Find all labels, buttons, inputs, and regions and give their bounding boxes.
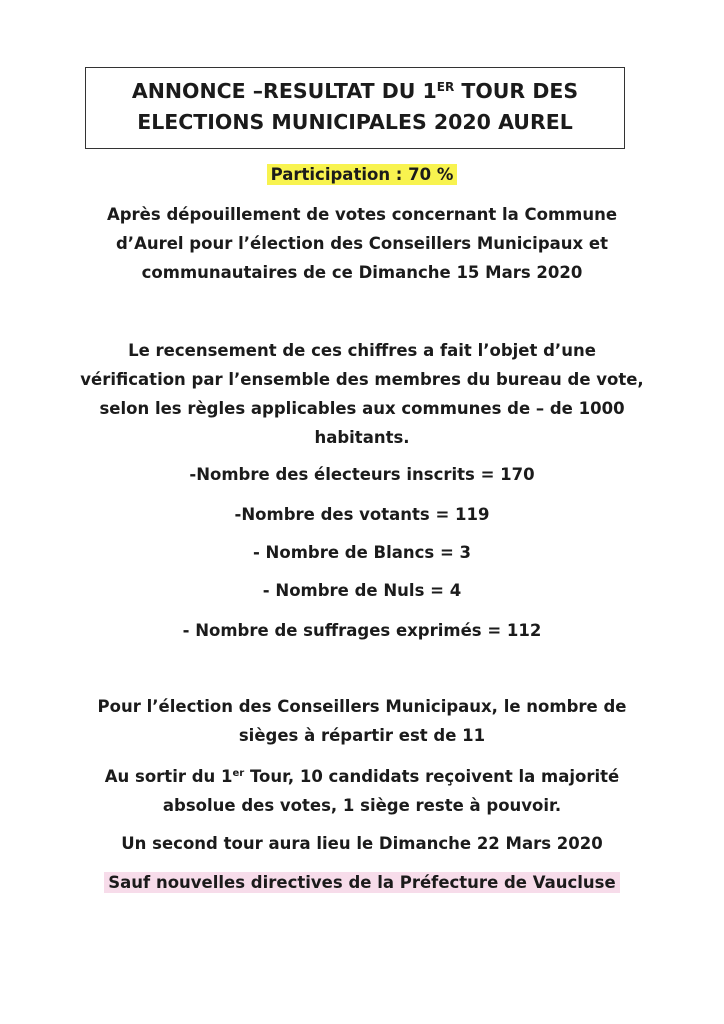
announcement-title-box [85,67,625,149]
title-line-1-text: ANNONCE –RESULTAT DU 1 [131,79,437,103]
participation-rate: Participation : 70 % [267,164,458,185]
result-line-1-text: Au sortir du 1 [104,767,233,786]
title-line-2: ELECTIONS MUNICIPALES 2020 AUREL [137,110,573,134]
result-line-1 [0,762,724,791]
seats-line: Pour l’élection des Conseillers Municipaux, le nombre de [97,697,627,716]
result-paragraph [0,762,724,820]
title-line-1 [86,76,624,107]
intro-line: Après dépouillement de votes concernant la Commune [106,205,618,224]
participation-block [0,160,724,189]
directive-block [0,868,724,897]
stat-null-votes: - Nombre de Nuls = 4 [262,581,462,600]
second-round-notice: Un second tour aura lieu le Dimanche 22 Mars 2020 [121,834,603,853]
seats-line: sièges à répartir est de 11 [238,726,486,745]
stat-registered-voters: -Nombre des électeurs inscrits = 170 [189,465,535,484]
result-superscript: er [232,768,245,779]
prefecture-directive: Sauf nouvelles directives de la Préfecture de Vaucluse [104,872,619,893]
title-superscript: ER [436,80,455,94]
stat-expressed-votes: - Nombre de suffrages exprimés = 112 [182,621,542,640]
stat-blank-votes: - Nombre de Blancs = 3 [252,543,472,562]
verification-line: Le recensement de ces chiffres a fait l’objet d’une [128,341,596,360]
intro-paragraph [0,200,724,287]
result-line-1-end: Tour, 10 candidats reçoivent la majorité [244,767,620,786]
verification-line: habitants. [314,428,410,447]
verification-line: selon les règles applicables aux communes de – de 1000 [99,399,625,418]
verification-line: vérification par l’ensemble des membres du bureau de vote, [80,370,644,389]
intro-line: communautaires de ce Dimanche 15 Mars 2020 [141,263,583,282]
intro-line: d’Aurel pour l’élection des Conseillers Municipaux et [115,234,608,253]
result-line-2: absolue des votes, 1 siège reste à pouvoir. [162,796,562,815]
seats-paragraph [0,692,724,750]
stat-voters: -Nombre des votants = 119 [234,505,490,524]
title-line-1-end: TOUR DES [454,79,579,103]
verification-paragraph [0,336,724,452]
